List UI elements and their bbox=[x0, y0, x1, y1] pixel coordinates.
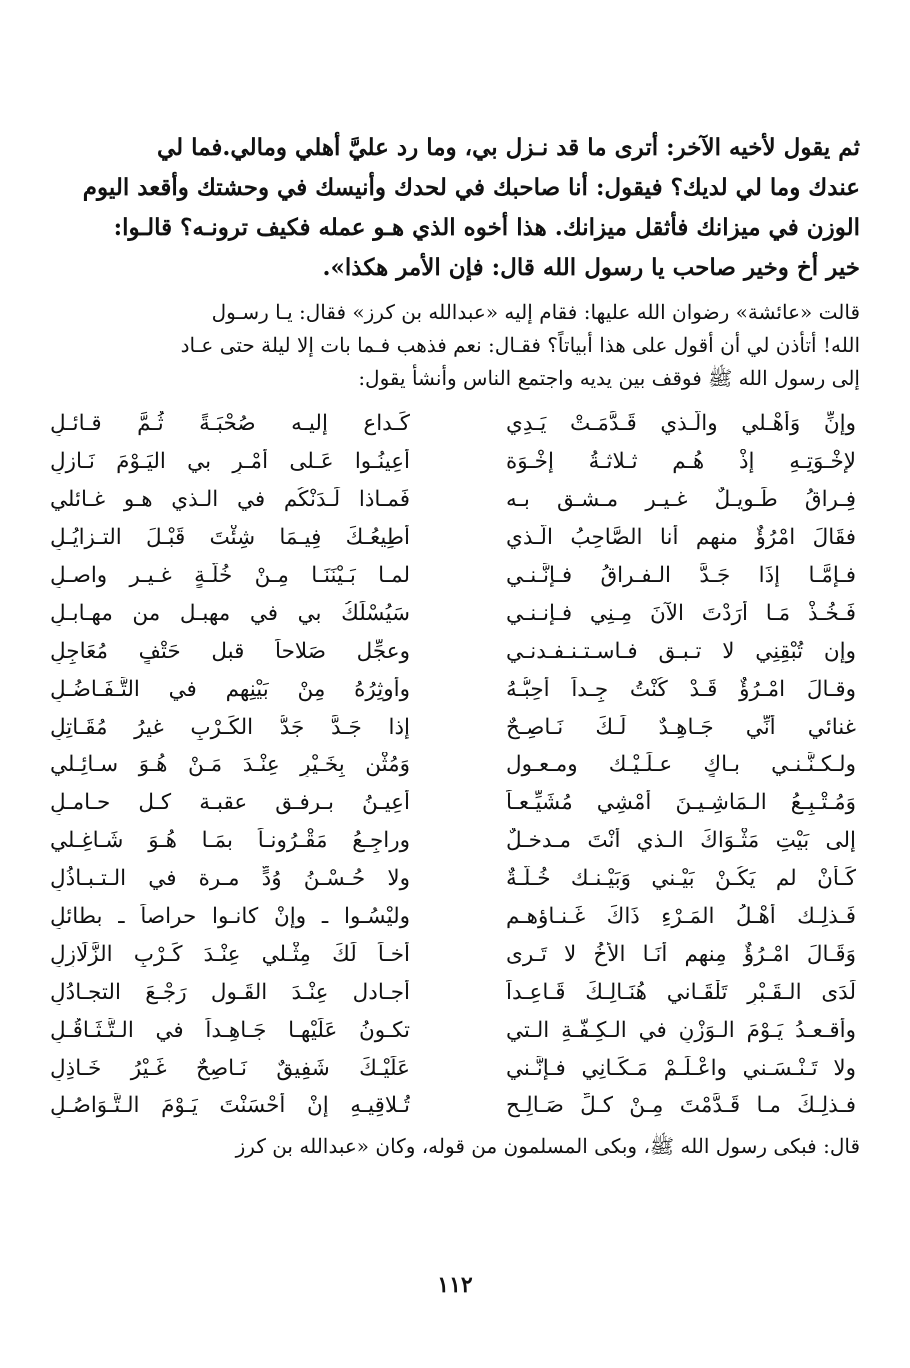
prose-line: خير أخ وخير صاحب يا رسول الله قال: فإن الأمر هكذا». bbox=[322, 254, 860, 281]
first-hemistich: وإنِّ وَأَهْـلي والَّـذي قَـدَّمَـتْ يَـدِي bbox=[506, 411, 856, 437]
second-hemistich: أعِينُـوا عَـلى أمْـرٍ بي اليَـوْمَ نَـازلِ bbox=[50, 449, 410, 475]
first-hemistich: فَـذلِـك أهْـلُ المَـرْءِ ذَاكَ غَـنـاؤهـم bbox=[506, 904, 856, 930]
first-hemistich: فِـراقُ طَـويـلٌ غـيـر مـشـق بـه bbox=[506, 487, 856, 513]
second-hemistich: وليْسُـوا ـ وإنْ كانـوا حراصاً ـ بطائلِ bbox=[50, 904, 410, 930]
first-hemistich: إلى بَيْتِ مَثْـوَاكَ الـذي أَنْتَ مـدخـلٌ bbox=[506, 828, 856, 854]
second-hemistich: لمـا بَـيْنَنَـا مِـنْ خُلَّـةٍ غـيـر واصـلِ bbox=[50, 563, 410, 588]
second-hemistich: أَخـاً لَكَ مِثْـلي عِنْـدَ كَـرْبِ الزَّلَازِلِ bbox=[50, 941, 410, 967]
first-hemistich: كَـأنْ لم يَكُـنْ بَيْـني وَبَيْـنـك خُـلَّـةٌ bbox=[506, 866, 856, 892]
prose-line: ثم يقول لأخيه الآخر: أترى ما قد نـزل بي، وما رد عليَّ أهلي ومالي.فما لي bbox=[156, 134, 860, 161]
first-hemistich: وقـالَ امْـرُؤٌ قَـدْ كُنْتُ جِـداً أُحِبُّـهُ bbox=[506, 676, 856, 702]
second-hemistich: وعجِّل صَلاحاً قبل حَتْفٍ مُعَاجِلِ bbox=[50, 638, 410, 664]
first-hemistich: وإن تُبْقِنِي لا تـبـق فـاسـتـنـفـدنـي bbox=[506, 638, 856, 664]
first-hemistich: فَـخُـذْ مَـا أَرَدْتَ الآنَ مِـنِي فـإنـنـي bbox=[506, 600, 856, 626]
second-hemistich: وأوثِرُهُ مِنْ بَيْنِهِم في التَّـفَـاضُـلِ bbox=[50, 676, 410, 702]
first-hemistich: لَدَى الـقَـبْرِ تَلْقَـاني هُنَـالِـكَ قَـاعِـداً bbox=[506, 979, 856, 1005]
narration-paragraph bbox=[50, 296, 860, 395]
page-number: ١١٢ bbox=[437, 1272, 473, 1298]
prose-line: الوزن في ميزانك فأثقل ميزانك. هذا أخوه الذي هـو عمله فكيف ترونـه؟ قالـوا: bbox=[113, 214, 860, 241]
prose-line: الله! أتأذن لي أن أقول على هذا أبياتاً؟ فقـال: نعم فذهب فـما بات إلا ليلة حتى عـاد bbox=[180, 333, 860, 357]
poem-verse bbox=[50, 557, 860, 595]
second-hemistich: وراجِـعُ مَقْـرُونـاً بمَـا هُـوَ شَـاغِـلي bbox=[50, 828, 410, 854]
poem-verse bbox=[50, 935, 860, 973]
poem-verse bbox=[50, 898, 860, 936]
poem-verse bbox=[50, 746, 860, 784]
poem-verse bbox=[50, 784, 860, 822]
first-hemistich: فـإمَّـا إذَا جَـدَّ الـفـراقُ فـإنَّـنـي bbox=[506, 563, 856, 588]
second-hemistich: تُـلاقِيـهِ إنْ أَحْسَنْتَ يَـوْمَ الـتَّـوَاصُـلِ bbox=[50, 1093, 410, 1119]
second-hemistich: أجـادل عِنْـدَ القَـول رَجْـعَ التجـادُلِ bbox=[50, 979, 410, 1005]
poem-verse bbox=[50, 594, 860, 632]
poem-verse bbox=[50, 860, 860, 898]
prose-line: إلى رسول الله ﷺ فوقف بين يديه واجتمع الناس وأنشأ يقول: bbox=[358, 366, 860, 390]
poem-verse bbox=[50, 1049, 860, 1087]
poem-verse bbox=[50, 822, 860, 860]
poem bbox=[50, 405, 860, 1125]
bold-paragraph bbox=[50, 128, 860, 288]
second-hemistich: ولا حُـسْـنُ وُدٍّ مـرة في الـتـبـاذُلِ bbox=[50, 866, 410, 892]
poem-verse bbox=[50, 708, 860, 746]
poem-verse bbox=[50, 519, 860, 557]
first-hemistich: غنائي أنِّي جَـاهِـدٌ لَـكَ نَـاصِـحٌ bbox=[506, 714, 856, 740]
second-hemistich: تكـونُ عَلَيْهـا جَـاهِـداً في الـتَّـثَـاقُـلِ bbox=[50, 1017, 410, 1043]
first-hemistich: ولـكـنَّـنـي بـاكٍ عـلَـيْـك ومـعـول bbox=[506, 752, 856, 778]
first-hemistich: وأقـعـدُ يَـوْمَ الـوَزْنِ في الـكِـفَّـةِ الـتي bbox=[506, 1017, 856, 1043]
first-hemistich: لإخْـوَتِـهِ إذْ هُـم ثـلاثـةُ إخْـوَة bbox=[506, 449, 856, 475]
second-hemistich: أُعِيـنُ بـرفـق عقبـة كـل حـامـلِ bbox=[50, 790, 410, 816]
first-hemistich: ولا تَـنْـسَـني واعْـلَـمْ مَـكَـانِي فـإنَّـني bbox=[506, 1055, 856, 1081]
second-hemistich: أُطِيعُـكَ فِيـمَا شِئْتَ قَبْـلَ التـزايُـلِ bbox=[50, 525, 410, 551]
poem-verse bbox=[50, 405, 860, 443]
poem-verse bbox=[50, 973, 860, 1011]
poem-verse bbox=[50, 443, 860, 481]
poem-verse bbox=[50, 1011, 860, 1049]
second-hemistich: عَلَيْـكَ شَفِيقٌ نَـاصِحٌ غَـيْرُ خَـاذِلِ bbox=[50, 1055, 410, 1081]
first-hemistich: وَقَـالَ امْـرُؤٌ مِنهم أَنَـا الأَخُ لا تَـرى bbox=[506, 941, 856, 967]
closing-line: قال: فبكى رسول الله ﷺ، وبكى المسلمون من قوله، وكان «عبدالله بن كرز bbox=[235, 1133, 860, 1158]
poem-verse bbox=[50, 1087, 860, 1125]
first-hemistich: فقَالَ امْرُؤٌ منهم أنا الصَّاحِبُ الَّـذي bbox=[506, 525, 856, 551]
second-hemistich: فَمـاذا لَـدَنْكُم في الـذي هـو غـائلي bbox=[50, 487, 410, 513]
first-hemistich: وَمُـتْـبِـعُ الـمَاشِـيـنَ أَمْشِي مُشَيِّـعـاً bbox=[506, 790, 856, 816]
poem-verse bbox=[50, 481, 860, 519]
second-hemistich: سَيُسْلَكُ بي في مهبـل من مهـابـلِ bbox=[50, 600, 410, 626]
second-hemistich: كَـداعٍ إليـه صُحْبَـةً ثُـمَّ قـائـلِ bbox=[50, 411, 410, 437]
poem-verse bbox=[50, 670, 860, 708]
first-hemistich: فـذلِـكَ مـا قَـدَّمْتَ مِـنْ كـلِّ صَـالِـحٍ bbox=[506, 1093, 856, 1119]
second-hemistich: إذا جَـدَّ جَدُّ الكَـرْبِ غيرُ مُقَـاتِلِ bbox=[50, 714, 410, 740]
poem-verse bbox=[50, 632, 860, 670]
prose-line: عندك وما لي لديك؟ فيقول: أنا صاحبك في لحدك وأنيسك في وحشتك وأقعد اليوم bbox=[82, 174, 860, 201]
second-hemistich: وَمُثْنٍ بِخَـيْرٍ عِنْـدَ مَـنْ هُـوَ سـائِـلي bbox=[50, 752, 410, 778]
prose-line: قالت «عائشة» رضوان الله عليها: فقام إليه «عبدالله بن كرز» فقال: يـا رسـول bbox=[211, 300, 860, 324]
